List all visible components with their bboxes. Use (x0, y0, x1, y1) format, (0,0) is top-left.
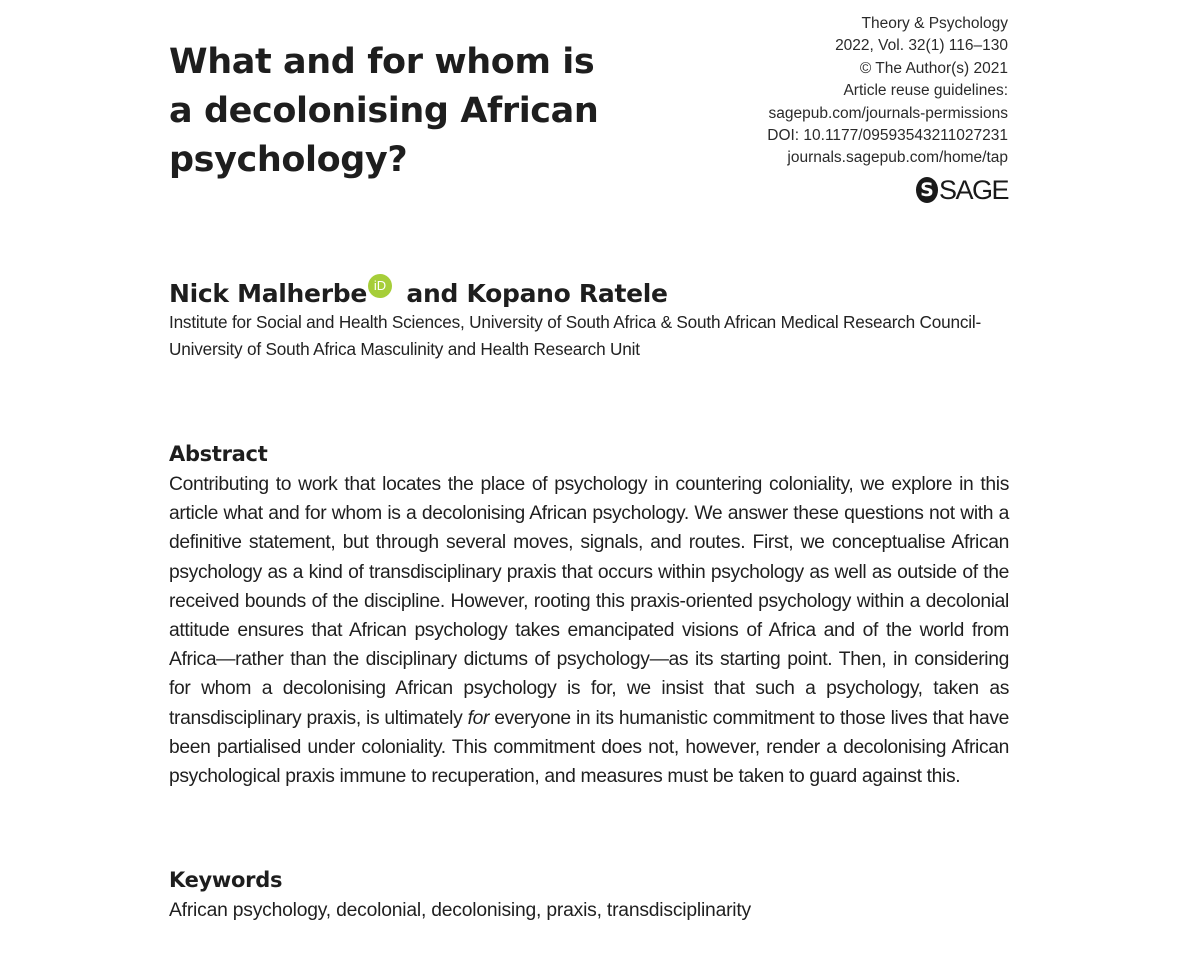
orcid-icon[interactable]: iD (368, 274, 392, 298)
author-affiliation: Institute for Social and Health Sciences, University of South Africa & South African Medical Research Council-University of South Africa Masculinity and Health Research Unit (169, 312, 981, 359)
article-title: What and for whom is a decolonising African psychology? (169, 42, 599, 180)
journal-homepage-link[interactable]: journals.sagepub.com/home/tap (787, 149, 1008, 167)
author-line (169, 274, 668, 312)
sage-s-icon: S (916, 177, 938, 203)
sage-logo-text: SAGE (938, 175, 1008, 205)
copyright-notice: © The Author(s) 2021 (859, 59, 1008, 77)
author-name: Nick Malherbe (169, 279, 367, 308)
journal-meta (767, 13, 1008, 170)
volume-info: 2022, Vol. 32(1) 116–130 (835, 37, 1008, 55)
abstract-text (169, 470, 1009, 791)
keywords-list: African psychology, decolonial, decolonising, praxis, transdisciplinarity (169, 900, 751, 921)
reuse-link[interactable]: sagepub.com/journals-permissions (768, 104, 1008, 122)
abstract-heading: Abstract (169, 442, 268, 466)
doi[interactable]: DOI: 10.1177/09593543211027231 (767, 127, 1008, 145)
journal-name: Theory & Psychology (861, 15, 1008, 32)
abstract-text-part: Contributing to work that locates the place of psychology in countering coloniality, we explore in this article what and for whom is a decolonising African psychology. We answer these questions not with a definitive statement, but through several moves, signals, and routes. First, we conceptualise African psychology as a kind of transdisciplinary praxis that occurs within psychology as well as outside of the received bounds of the discipline. However, rooting this praxis-oriented psychology within a decolonial attitude ensures that African psychology takes emancipated visions of Africa and of the world from Africa—rather than the disciplinary dictums of psychology—as its starting point. Then, in considering for whom a decolonising African psychology is for, we insist that such a psychology, taken as transdisciplinary praxis, is ultimately (169, 474, 1009, 729)
author-connector: and (398, 279, 467, 308)
abstract-text-part: everyone in its humanistic commitment to those lives that have been partialised under coloniality. This commitment does not, however, render a decolonising African psychological praxis immune to recuperation, and measures must be taken to guard against this. (169, 707, 1009, 788)
abstract-italic-word: for (467, 707, 490, 729)
author-name: Kopano Ratele (466, 279, 668, 308)
reuse-label: Article reuse guidelines: (843, 82, 1008, 100)
keywords-heading: Keywords (169, 868, 283, 892)
sage-logo (916, 175, 1008, 205)
